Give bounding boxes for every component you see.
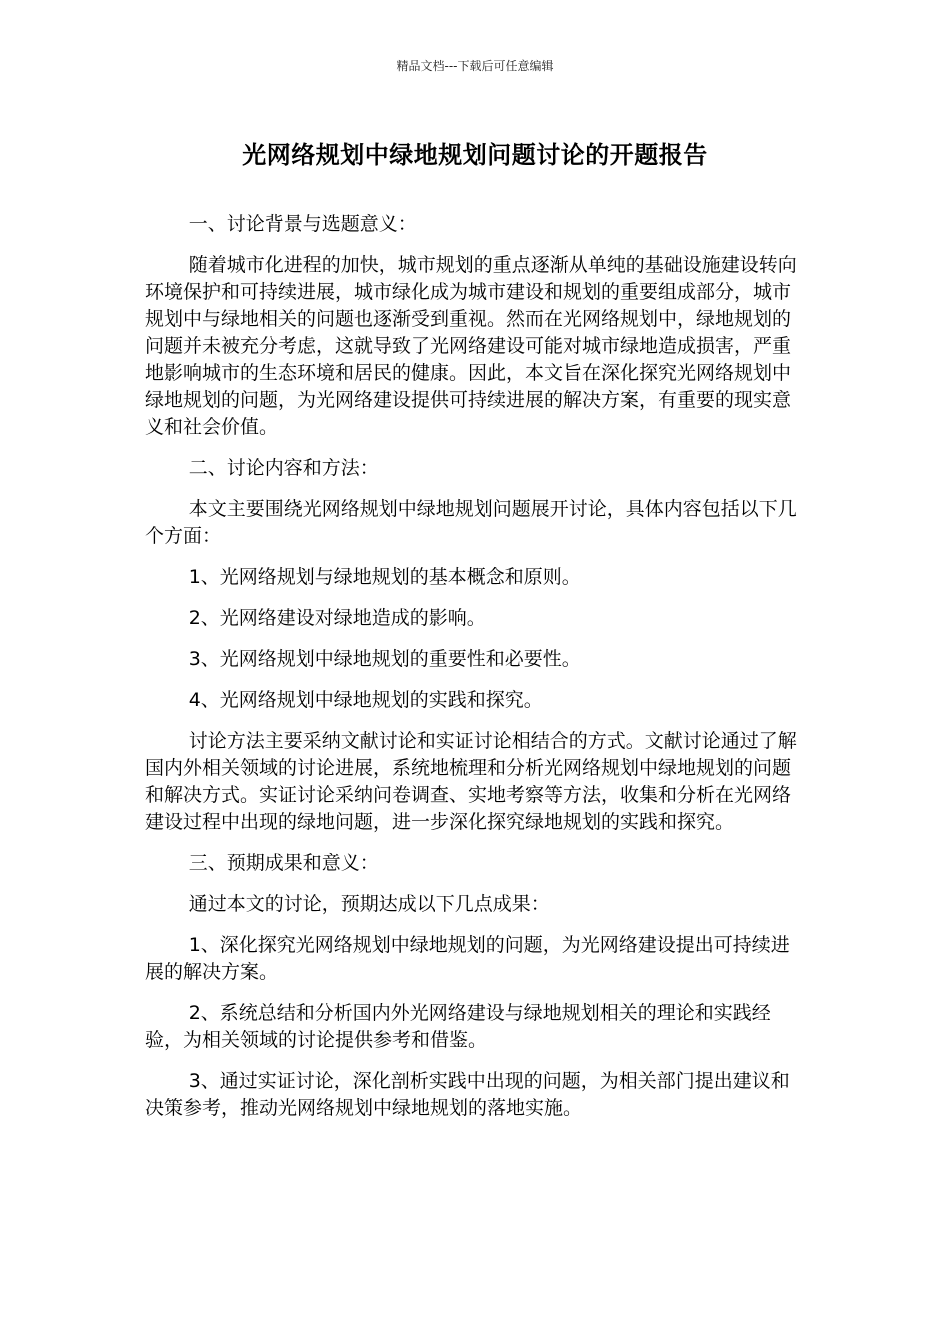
list-item-result-1: 1、深化探究光网络规划中绿地规划的问题，为光网络建设提出可持续进展的解决方案。 (145, 934, 790, 983)
list-item-content-3: 3、光网络规划中绿地规划的重要性和必要性。 (188, 648, 581, 670)
paragraph-results-intro: 通过本文的讨论，预期达成以下几点成果： (188, 893, 550, 915)
paragraph-background: 随着城市化进程的加快，城市规划的重点逐渐从单纯的基础设施建设转向环境保护和可持续进展，城市绿化成为城市建设和规划的重要组成部分，城市规划中与绿地相关的问题也逐渐受到重视。然而在光网络规划中，绿地规划的问题并未被充分考虑，这就导致了光网络建设可能对城市绿地造成损害，严重地影响城市的生态环境和居民的健康。因此，本文旨在深化探究光网络规划中绿地规划的问题，为光网络建设提供可持续进展的解决方案，有重要的现实意义和社会价值。 (145, 254, 797, 438)
list-item-content-2: 2、光网络建设对绿地造成的影响。 (188, 607, 486, 629)
list-item-content-1: 1、光网络规划与绿地规划的基本概念和原则。 (188, 566, 581, 588)
list-item-content-4: 4、光网络规划中绿地规划的实践和探究。 (188, 689, 543, 711)
section-heading-expected-results: 三、预期成果和意义： (188, 852, 379, 874)
paragraph-content-intro: 本文主要围绕光网络规划中绿地规划问题展开讨论，具体内容包括以下几个方面： (145, 498, 797, 547)
paragraph-method: 讨论方法主要采纳文献讨论和实证讨论相结合的方式。文献讨论通过了解国内外相关领域的讨论进展，系统地梳理和分析光网络规划中绿地规划的问题和解决方式。实证讨论采纳问卷调查、实地考察等方法，收集和分析在光网络建设过程中出现的绿地问题，进一步深化探究绿地规划的实践和探究。 (145, 730, 797, 833)
page-header: 精品文档---下载后可任意编辑 (396, 59, 554, 73)
document-title: 光网络规划中绿地规划问题讨论的开题报告 (242, 141, 708, 169)
list-item-result-2: 2、系统总结和分析国内外光网络建设与绿地规划相关的理论和实践经验，为相关领域的讨论提供参考和借鉴。 (145, 1002, 771, 1051)
list-item-result-3: 3、通过实证讨论，深化剖析实践中出现的问题，为相关部门提出建议和决策参考，推动光网络规划中绿地规划的落地实施。 (145, 1070, 790, 1119)
section-heading-background: 一、讨论背景与选题意义： (188, 213, 417, 235)
section-heading-content-method: 二、讨论内容和方法： (188, 457, 379, 479)
document-body (145, 211, 807, 1122)
